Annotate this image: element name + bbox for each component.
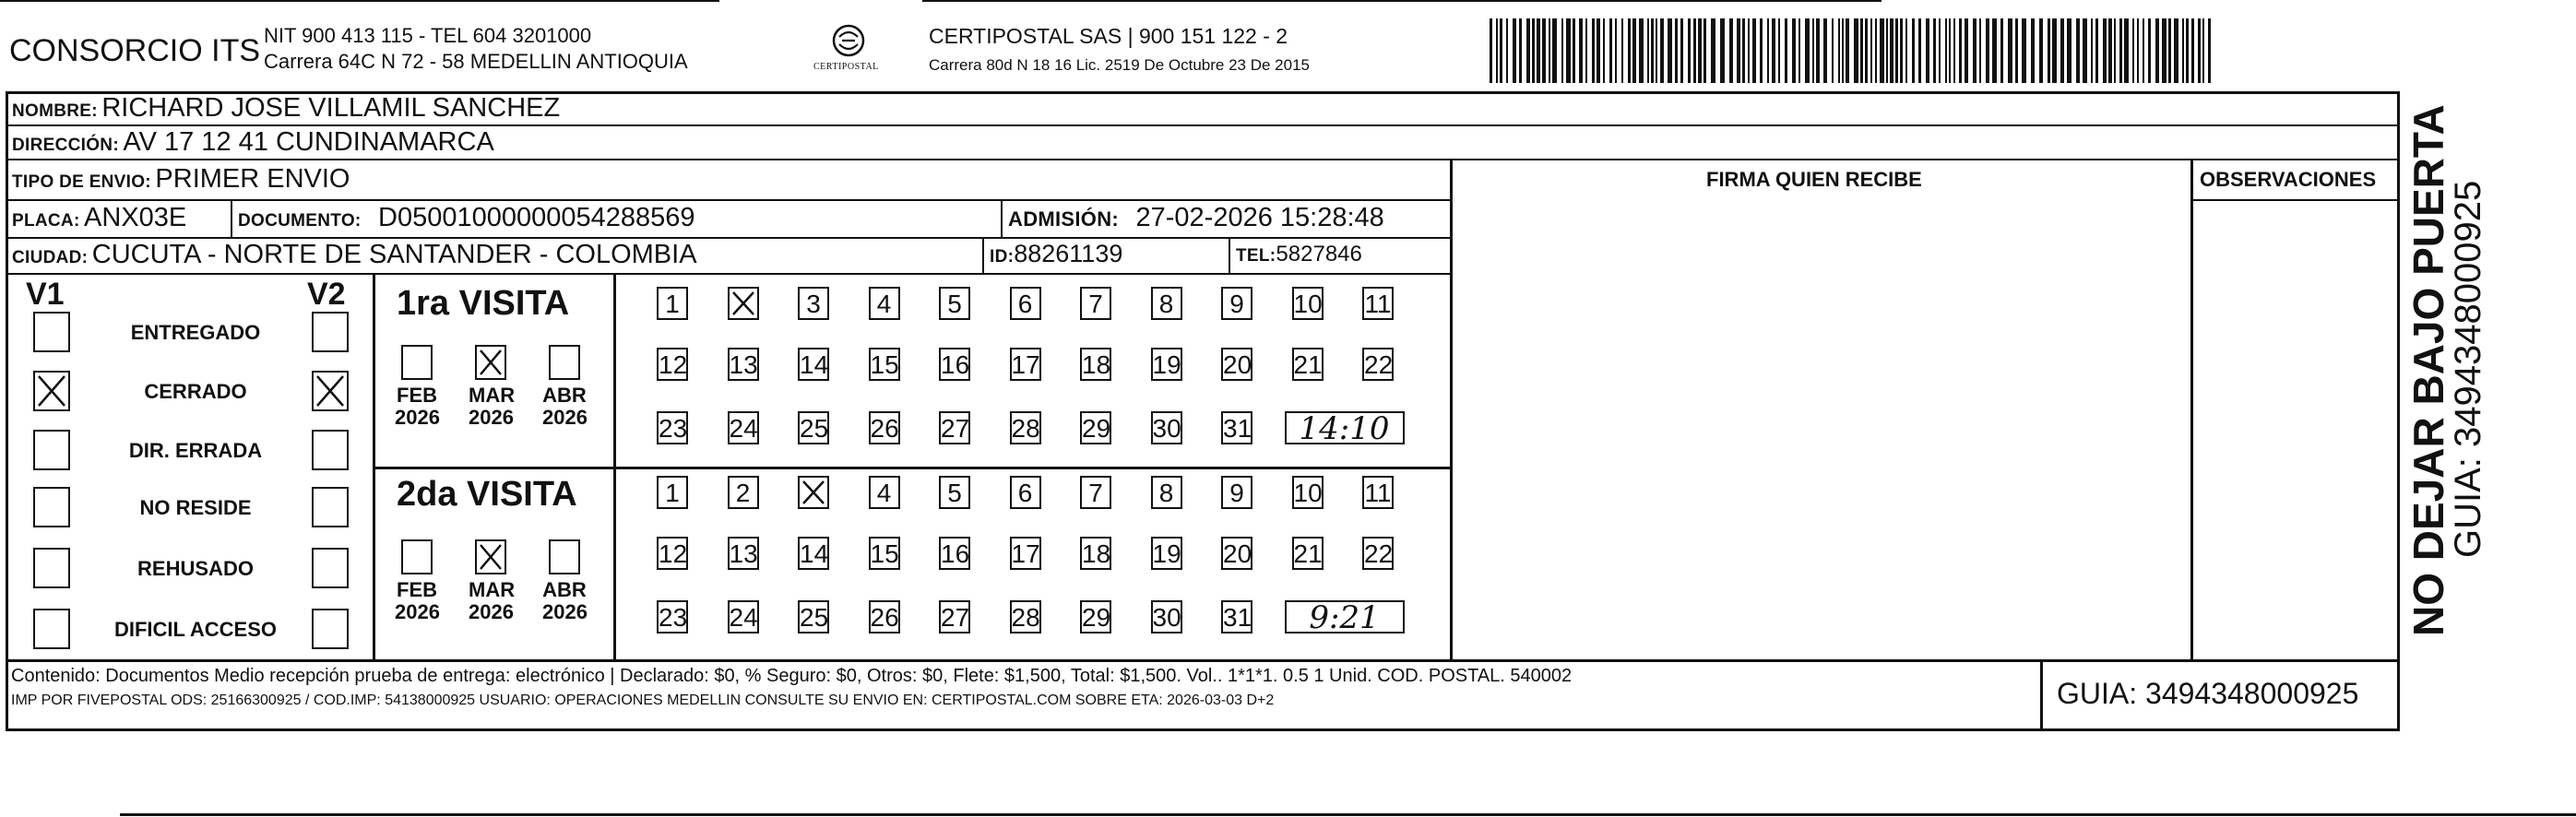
barcode-bar <box>1986 18 1989 83</box>
v1-checkbox[interactable] <box>33 609 70 649</box>
barcode-bar <box>2132 18 2134 83</box>
barcode-bar <box>1895 18 1898 83</box>
barcode-bar <box>2076 18 2080 83</box>
certipostal-logo <box>812 20 885 79</box>
month-name: ABR <box>542 578 587 601</box>
ciudad-value: CUCUTA - NORTE DE SANTANDER - COLOMBIA <box>91 240 697 269</box>
second-visit-day-box[interactable]: 6 <box>1010 476 1041 509</box>
second-visit-day-box[interactable]: 19 <box>1151 537 1182 570</box>
barcode-bar <box>2000 18 2003 83</box>
row-sep-3b <box>2190 199 2398 201</box>
barcode-bar <box>2119 18 2122 83</box>
barcode-bar <box>1832 18 1834 83</box>
first-visit-day-box[interactable]: 4 <box>869 287 900 320</box>
barcode-bar <box>1798 18 1800 83</box>
barcode-bar <box>1500 18 1502 83</box>
first-visit-month-checkbox[interactable] <box>549 345 580 380</box>
barcode-bar <box>2137 18 2139 83</box>
barcode-bar <box>1519 18 1522 83</box>
barcode-bar <box>1926 18 1929 83</box>
check-x-icon <box>35 373 68 409</box>
barcode-bar <box>2031 18 2035 83</box>
id-value: 88261139 <box>1014 240 1123 267</box>
month-label <box>469 384 516 430</box>
barcode-bar <box>1693 18 1696 83</box>
barcode-bar <box>1651 18 1654 83</box>
status-label: ENTREGADO <box>130 321 261 344</box>
second-visit-day-box[interactable]: 25 <box>798 600 829 633</box>
second-visit-day-box[interactable]: 4 <box>869 476 900 509</box>
month-name: ABR <box>542 384 587 407</box>
status-label: DIR. ERRADA <box>128 439 263 462</box>
barcode-bar <box>2108 18 2112 83</box>
barcode-bar <box>1767 18 1769 83</box>
barcode-bar <box>1573 18 1575 83</box>
tel-field <box>1236 243 1362 266</box>
no-dejar-warning: NO DEJAR BAJO PUERTA <box>2404 104 2452 636</box>
first-visit-day-box[interactable]: 12 <box>657 348 688 381</box>
barcode-bar <box>1490 18 1492 83</box>
second-visit-day-box[interactable]: 29 <box>1080 600 1111 633</box>
barcode-bar <box>2148 18 2151 83</box>
barcode-bar <box>1886 18 1888 83</box>
contenido-line: Contenido: Documentos Medio recepción prueba de entrega: electrónico | Declarado: $0, % Seguro: $0, Otros: $0, Flete: $1,500, Total: $1,500. Vol.. 1*1*1. 0.5 1 Unid. COD. POSTAL. 540002 <box>11 666 1573 686</box>
status-label: NO RESIDE <box>139 496 252 519</box>
barcode-bar <box>2191 18 2194 83</box>
first-visit-day-box[interactable]: 25 <box>798 411 829 444</box>
second-visit-time-box[interactable]: 9:21 <box>1285 600 1405 633</box>
v2-checkbox[interactable] <box>312 487 349 527</box>
barcode-bar <box>1496 18 1498 83</box>
month-label <box>469 578 516 624</box>
first-visit-time-box[interactable]: 14:10 <box>1285 411 1405 444</box>
first-visit-day-box[interactable]: 9 <box>1221 287 1252 320</box>
barcode-bar <box>2168 18 2171 83</box>
barcode-bar <box>1875 18 1877 83</box>
barcode-bar <box>1698 18 1702 83</box>
v1-checkbox[interactable] <box>33 548 70 588</box>
barcode-bar <box>2091 18 2093 83</box>
barcode-bar <box>1615 18 1617 83</box>
barcode-bar <box>1900 18 1903 83</box>
second-visit-day-box[interactable]: 15 <box>869 537 900 570</box>
first-visit-day-box[interactable]: 1 <box>657 287 688 320</box>
tel-label: TEL: <box>1236 246 1276 266</box>
direccion-label: DIRECCIÓN: <box>12 136 119 155</box>
guia-divider <box>2040 659 2043 731</box>
first-visit-day-box[interactable]: 15 <box>869 348 900 381</box>
barcode-bar <box>1537 18 1540 83</box>
second-visit-day-box[interactable]: 31 <box>1221 600 1252 633</box>
barcode-bar <box>2174 18 2178 83</box>
barcode-bar <box>1592 18 1595 83</box>
barcode-bar <box>1846 18 1849 83</box>
second-visit-month-checkbox[interactable] <box>401 539 433 574</box>
documento-field <box>238 205 695 231</box>
barcode-bar <box>2015 18 2018 83</box>
row-sep-2 <box>6 159 2398 160</box>
v2-checkbox[interactable] <box>312 430 349 470</box>
company-name: CONSORCIO ITS <box>9 33 261 68</box>
status-label: DIFICIL ACCESO <box>113 618 277 641</box>
admision-field <box>1008 205 1384 231</box>
barcode-bar <box>2155 18 2159 83</box>
barcode-bar <box>2083 18 2087 83</box>
row-sep-3 <box>6 199 1450 201</box>
tel-value: 5827846 <box>1276 242 1362 266</box>
nombre-value: RICHARD JOSE VILLAMIL SANCHEZ <box>101 93 561 123</box>
placa-field <box>12 205 186 231</box>
barcode-bar <box>1880 18 1884 83</box>
first-visit-day-box[interactable]: 24 <box>728 411 759 444</box>
observaciones-label: OBSERVACIONES <box>2200 168 2377 191</box>
admision-label: ADMISIÓN: <box>1008 207 1120 231</box>
first-visit-day-box[interactable]: 27 <box>939 411 970 444</box>
second-visit-day-box[interactable]: 30 <box>1151 600 1182 633</box>
barcode-bar <box>1675 18 1678 83</box>
barcode-bar <box>1561 18 1563 83</box>
v1-checkbox[interactable] <box>33 430 70 470</box>
barcode-bar <box>1992 18 1997 83</box>
v2-checkbox[interactable] <box>312 548 349 588</box>
barcode-bar <box>1566 18 1571 83</box>
barcode-bar <box>1688 18 1691 83</box>
barcode-bar <box>1632 18 1636 83</box>
barcode-bar <box>1953 18 1955 83</box>
barcode-bar <box>1805 18 1810 83</box>
first-visit-day-box[interactable]: 22 <box>1362 348 1394 381</box>
barcode-bar <box>1912 18 1915 83</box>
barcode-bar <box>2103 18 2107 83</box>
first-visit-day-box[interactable]: 29 <box>1080 411 1111 444</box>
tipo-envio-value: PRIMER ENVIO <box>155 164 350 194</box>
month-label <box>542 579 587 623</box>
barcode-bar <box>1603 18 1605 83</box>
barcode-bar <box>1792 18 1796 83</box>
second-visit-day-box[interactable]: 7 <box>1080 476 1111 509</box>
month-label <box>395 579 439 623</box>
month-label <box>395 385 439 429</box>
first-visit-day-box[interactable] <box>728 287 759 320</box>
month-year: 2026 <box>542 406 588 430</box>
first-visit-day-box[interactable]: 31 <box>1221 411 1252 444</box>
barcode-bar <box>2186 18 2189 83</box>
barcode-bar <box>1720 18 1725 83</box>
month-name: MAR <box>469 578 516 601</box>
second-visit-day-box[interactable]: 8 <box>1151 476 1182 509</box>
month-year: 2026 <box>395 406 440 430</box>
barcode-bar <box>2060 18 2064 83</box>
first-visit-day-box[interactable]: 28 <box>1010 411 1041 444</box>
barcode-bar <box>1737 18 1740 83</box>
barcode-bar <box>1656 18 1657 83</box>
barcode-bar <box>1816 18 1820 83</box>
tel-divider <box>1229 237 1230 273</box>
v2-checkbox[interactable] <box>312 312 349 352</box>
barcode-bar <box>1585 18 1587 83</box>
first-visit-title: 1ra VISITA <box>397 284 570 323</box>
second-visit-day-box[interactable]: 9 <box>1221 476 1252 509</box>
barcode-bar <box>2124 18 2129 83</box>
barcode-bar <box>1945 18 1947 83</box>
first-visit-day-box[interactable]: 16 <box>939 348 970 381</box>
barcode-bar <box>1660 18 1664 83</box>
barcode-bar <box>1918 18 1921 83</box>
nombre-label: NOMBRE: <box>12 101 98 121</box>
first-visit-month-checkbox[interactable] <box>475 345 506 380</box>
direccion-value: AV 17 12 41 CUNDINAMARCA <box>123 127 494 157</box>
barcode <box>1490 18 2218 83</box>
v1-checkbox[interactable] <box>33 312 70 352</box>
second-visit-day-box[interactable]: 23 <box>657 600 688 633</box>
first-visit-day-box[interactable]: 30 <box>1151 411 1182 444</box>
first-visit-day-box[interactable]: 7 <box>1080 287 1111 320</box>
second-visit-month-checkbox[interactable] <box>549 539 580 574</box>
month-name: FEB <box>397 384 437 407</box>
ciudad-label: CIUDAD: <box>12 248 89 267</box>
barcode-bar <box>1905 18 1907 83</box>
barcode-bar <box>1860 18 1863 83</box>
barcode-bar <box>1965 18 1968 83</box>
v2-checkbox[interactable] <box>312 371 349 411</box>
barcode-bar <box>1711 18 1715 83</box>
check-x-icon <box>477 347 505 378</box>
barcode-bar <box>2095 18 2098 83</box>
barcode-bar <box>2143 18 2144 83</box>
barcode-bar <box>1838 18 1840 83</box>
barcode-bar <box>1742 18 1745 83</box>
barcode-bar <box>1979 18 1981 83</box>
month-name: MAR <box>469 384 516 407</box>
second-visit-day-box[interactable]: 26 <box>869 600 900 633</box>
barcode-bar <box>1680 18 1683 83</box>
month-year: 2026 <box>395 600 440 624</box>
second-visit-day-box[interactable]: 12 <box>657 537 688 570</box>
month-year: 2026 <box>542 600 588 624</box>
second-visit-day-box[interactable]: 27 <box>939 600 970 633</box>
second-visit-title: 2da VISITA <box>397 475 577 514</box>
v1-checkbox[interactable] <box>33 371 70 411</box>
status-label: REHUSADO <box>137 557 254 580</box>
barcode-bar <box>2198 18 2201 83</box>
barcode-bar <box>1842 18 1844 83</box>
placa-label: PLACA: <box>12 211 80 231</box>
barcode-bar <box>1760 18 1763 83</box>
first-visit-day-box[interactable]: 18 <box>1080 348 1111 381</box>
check-x-icon <box>477 541 505 573</box>
visit-separator <box>373 467 1450 469</box>
barcode-bar <box>1748 18 1750 83</box>
barcode-bar <box>1647 18 1649 83</box>
barcode-bar <box>1973 18 1977 83</box>
barcode-bar <box>2048 18 2050 83</box>
company-nit: NIT 900 413 115 - TEL 604 3201000 <box>264 24 592 47</box>
barcode-bar <box>1823 18 1827 83</box>
second-visit-day-box[interactable]: 21 <box>1292 537 1324 570</box>
first-visit-day-box[interactable]: 5 <box>939 287 970 320</box>
first-visit-day-box[interactable]: 3 <box>798 287 829 320</box>
first-visit-day-box[interactable]: 11 <box>1362 287 1394 320</box>
barcode-bar <box>1542 18 1546 83</box>
logo-caption: CERTIPOSTAL <box>813 62 879 72</box>
barcode-bar <box>1668 18 1672 83</box>
guia-box: GUIA: 3494348000925 <box>2057 677 2359 710</box>
barcode-bar <box>2114 18 2116 83</box>
first-visit-day-box[interactable]: 23 <box>657 411 688 444</box>
id-label: ID: <box>990 247 1015 266</box>
v2-checkbox[interactable] <box>312 609 349 649</box>
first-visit-day-box[interactable]: 13 <box>728 348 759 381</box>
second-visit-day-box[interactable]: 14 <box>798 537 829 570</box>
second-visit-day-box[interactable]: 24 <box>728 600 759 633</box>
barcode-bar <box>2208 18 2211 83</box>
first-visit-day-box[interactable]: 19 <box>1151 348 1182 381</box>
barcode-bar <box>1552 18 1557 83</box>
row-sep-4 <box>6 237 1450 239</box>
barcode-bar <box>2008 18 2012 83</box>
documento-label: DOCUMENTO: <box>238 211 362 231</box>
first-visit-day-box[interactable]: 20 <box>1221 348 1252 381</box>
row-sep-1 <box>6 124 2398 126</box>
barcode-bar <box>1778 18 1780 83</box>
barcode-bar <box>1609 18 1612 83</box>
second-visit-day-box[interactable]: 20 <box>1221 537 1252 570</box>
firma-divider <box>1450 159 1453 659</box>
barcode-bar <box>2202 18 2204 83</box>
check-x-icon <box>314 373 347 409</box>
barcode-bar <box>1949 18 1951 83</box>
first-visit-month-checkbox[interactable] <box>401 345 433 380</box>
check-x-icon <box>800 478 827 507</box>
check-x-icon <box>730 289 757 318</box>
v2-label: V2 <box>307 277 346 312</box>
barcode-bar <box>1785 18 1787 83</box>
first-visit-day-box[interactable]: 21 <box>1292 348 1324 381</box>
second-visit-day-box[interactable]: 2 <box>728 476 759 509</box>
first-visit-day-box[interactable]: 8 <box>1151 287 1182 320</box>
second-visit-day-box[interactable]: 10 <box>1292 476 1324 509</box>
first-visit-day-box[interactable]: 10 <box>1292 287 1324 320</box>
barcode-bar <box>2022 18 2026 83</box>
barcode-bar <box>1639 18 1644 83</box>
second-visit-day-box[interactable] <box>798 476 829 509</box>
barcode-bar <box>2182 18 2184 83</box>
month-year: 2026 <box>469 600 514 624</box>
month-year: 2026 <box>469 406 514 430</box>
barcode-bar <box>1812 18 1814 83</box>
barcode-bar <box>1865 18 1868 83</box>
first-visit-day-box[interactable]: 26 <box>869 411 900 444</box>
v1-checkbox[interactable] <box>33 487 70 527</box>
nombre-field <box>12 95 560 122</box>
barcode-bar <box>1513 18 1516 83</box>
status-label: CERRADO <box>144 380 247 403</box>
barcode-bar <box>1870 18 1872 83</box>
form-outer <box>6 91 2400 731</box>
first-visit-day-box[interactable]: 17 <box>1010 348 1041 381</box>
placa-value: ANX03E <box>84 203 187 232</box>
barcode-bar <box>1959 18 1962 83</box>
carrier-name: CERTIPOSTAL SAS | 900 151 122 - 2 <box>929 24 1288 48</box>
admision-divider <box>1001 199 1003 237</box>
tipo-envio-label: TIPO DE ENVIO: <box>12 172 151 192</box>
row-sep-5 <box>6 273 1450 275</box>
imp-line: IMP POR FIVEPOSTAL ODS: 25166300925 / COD.IMP: 54138000925 USUARIO: OPERACIONES MEDELLIN CONSULTE SU ENVIO EN: CERTIPOSTAL.COM SOBRE ETA: 2026-03-03 D+2 <box>11 693 1275 708</box>
placa-divider <box>231 199 232 237</box>
second-visit-day-box[interactable]: 16 <box>939 537 970 570</box>
side-guia: GUIA: 3494348000925 <box>2448 180 2488 558</box>
admision-value: 27-02-2026 15:28:48 <box>1135 203 1384 232</box>
id-field <box>990 242 1122 266</box>
barcode-bar <box>2067 18 2071 83</box>
barcode-bar <box>1549 18 1550 83</box>
barcode-bar <box>1939 18 1941 83</box>
second-visit-month-checkbox[interactable] <box>475 539 506 574</box>
top-rule-left <box>0 0 719 2</box>
bottom-rule <box>120 813 2576 816</box>
second-visit-day-box[interactable]: 13 <box>728 537 759 570</box>
second-visit-day-box[interactable]: 28 <box>1010 600 1041 633</box>
month-label <box>542 385 587 429</box>
barcode-bar <box>1526 18 1530 83</box>
barcode-bar <box>1854 18 1858 83</box>
barcode-bar <box>1772 18 1775 83</box>
barcode-bar <box>1933 18 1936 83</box>
ciudad-field <box>12 242 697 268</box>
second-visit-day-box[interactable]: 22 <box>1362 537 1394 570</box>
barcode-bar <box>1890 18 1893 83</box>
barcode-bar <box>1752 18 1756 83</box>
direccion-field <box>12 129 494 156</box>
tipo-envio-field <box>12 166 350 193</box>
barcode-bar <box>1621 18 1623 83</box>
firma-label: FIRMA QUIEN RECIBE <box>1706 168 1922 191</box>
first-visit-day-box[interactable]: 6 <box>1010 287 1041 320</box>
second-visit-day-box[interactable]: 1 <box>657 476 688 509</box>
barcode-bar <box>1597 18 1600 83</box>
id-divider <box>982 237 984 273</box>
second-visit-day-box[interactable]: 17 <box>1010 537 1041 570</box>
barcode-bar <box>2039 18 2043 83</box>
v1-label: V1 <box>26 277 65 312</box>
month-name: FEB <box>397 578 437 601</box>
first-visit-day-box[interactable]: 14 <box>798 348 829 381</box>
second-visit-day-box[interactable]: 11 <box>1362 476 1394 509</box>
second-visit-day-box[interactable]: 18 <box>1080 537 1111 570</box>
barcode-bar <box>1579 18 1583 83</box>
documento-value: D05001000000054288569 <box>378 203 695 232</box>
carrier-address: Carrera 80d N 18 16 Lic. 2519 De Octubre 23 De 2015 <box>929 56 1310 74</box>
barcode-bar <box>1506 18 1508 83</box>
company-address: Carrera 64C N 72 - 58 MEDELLIN ANTIOQUIA <box>264 50 688 73</box>
barcode-bar <box>1729 18 1733 83</box>
barcode-bar <box>1628 18 1631 83</box>
barcode-bar <box>2162 18 2166 83</box>
barcode-bar <box>1703 18 1706 83</box>
top-rule-right <box>922 0 1882 2</box>
observ-divider <box>2190 159 2193 659</box>
barcode-bar <box>1532 18 1535 83</box>
second-visit-day-box[interactable]: 5 <box>939 476 970 509</box>
barcode-bar <box>2052 18 2057 83</box>
